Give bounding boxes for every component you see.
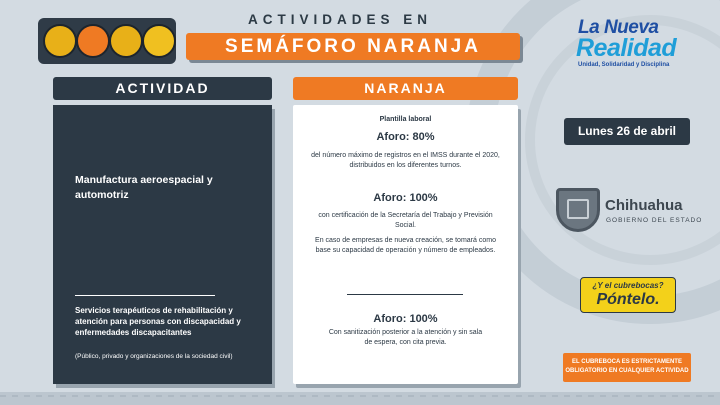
activity-title: Manufactura aeroespacial y automotriz [75, 174, 213, 201]
date-badge: Lunes 26 de abril [564, 118, 690, 145]
traffic-lamp-1 [43, 24, 77, 58]
mask-badge-line-1: ¿Y el cubrebocas? [592, 281, 664, 290]
divider [347, 294, 463, 295]
mask-badge [580, 277, 676, 313]
traffic-lamp-4 [142, 24, 176, 58]
capacity-heading-1: Aforo: 80% [376, 131, 435, 143]
government-subtitle: GOBIERNO DEL ESTADO [606, 217, 703, 224]
staff-label: Plantilla laboral [379, 116, 432, 123]
mask-badge-line-2: Póntelo. [596, 291, 660, 308]
coat-of-arms-icon [556, 188, 600, 232]
activity-note: (Público, privado y organizaciones de la sociedad civil) [75, 353, 233, 360]
logo-line-2: Realidad [576, 34, 677, 62]
capacity-heading-2: Aforo: 100% [373, 192, 438, 204]
activity-panel [53, 105, 272, 384]
divider [75, 295, 215, 296]
orange-column-header: NARANJA [293, 77, 518, 100]
mask-warning: EL CUBREBOCA ES ESTRICTAMENTE OBLIGATORIO EN CUALQUIER ACTIVIDAD [563, 353, 691, 382]
activity-column-header: ACTIVIDAD [53, 77, 272, 100]
orange-panel [293, 105, 518, 384]
title-banner [186, 33, 520, 60]
capacity-text-3: Con sanitización posterior a la atención y sin sala de espera, con cita previa. [328, 329, 483, 346]
title-top: ACTIVIDADES EN [248, 12, 433, 27]
logo-line-1: La Nueva [578, 17, 659, 38]
capacity-text-1: del número máximo de registros en el IMSS durante el 2020, distribuidos en los diferentes turnos. [311, 152, 500, 169]
capacity-text-2: con certificación de la Secretaría del Trabajo y Previsión Social. [318, 212, 493, 229]
traffic-lamp-3 [109, 24, 143, 58]
page-title: SEMÁFORO NARANJA [225, 36, 481, 57]
government-name: Chihuahua [605, 197, 683, 214]
capacity-text-2b: En caso de empresas de nueva creación, se tomará como base su capacidad de operación y número de empleados. [315, 237, 496, 254]
traffic-lamp-2 [76, 24, 110, 58]
activity-subtitle: Servicios terapéuticos de rehabilitación y atención para personas con discapacidad y enfermedades discapacitantes [75, 306, 241, 337]
traffic-light-icon [38, 18, 176, 64]
logo-tagline: Unidad, Solidaridad y Disciplina [578, 62, 670, 68]
capacity-heading-3: Aforo: 100% [373, 313, 438, 325]
emblem-inner [567, 199, 589, 219]
